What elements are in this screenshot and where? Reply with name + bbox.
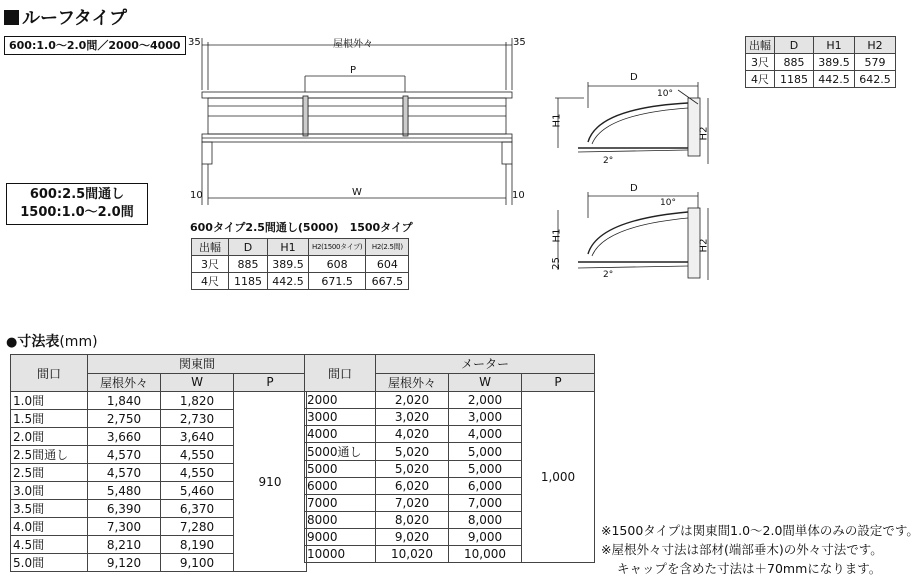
table-cell: 4,000 [449,426,522,443]
table-cell: 5,460 [161,482,234,500]
table-cell: 2,000 [449,392,522,409]
table-cell: 9,000 [449,529,522,546]
table-cell: 9,120 [88,554,161,572]
table-cell: 667.5 [366,273,409,290]
side1-h1-label: H1 [551,113,563,128]
meter-sub-header: P [522,373,595,392]
side2-2deg-label: 2° [603,270,614,280]
dimension-table-a [745,36,896,88]
table-cell: 1.0間 [11,392,88,410]
table-cell: 7000 [305,495,376,512]
table-b-header [192,239,409,256]
table-cell: 3尺 [192,256,229,273]
square-bullet-icon [4,10,19,25]
table-cell: 2.5間通し [11,446,88,464]
table-cell: 4尺 [746,71,775,88]
table-cell: 6,390 [88,500,161,518]
table-cell: 7,020 [376,495,449,512]
side-section-drawing-2 [548,190,718,290]
page-title [4,4,127,30]
table-cell: 4,020 [376,426,449,443]
table-cell: 4,550 [161,446,234,464]
meter-p-value: 1,000 [522,392,595,563]
dimension-table-b [191,238,409,290]
table-cell: 4,570 [88,446,161,464]
side2-h1-label: H1 [551,228,563,243]
table-cell: 9,100 [161,554,234,572]
table-row [746,54,896,71]
table-row [305,392,595,409]
meter-sub-header: W [449,373,522,392]
table-cell: 8,210 [88,536,161,554]
table-cell: 5000通し [305,443,376,461]
table-cell: 389.5 [814,54,855,71]
table-cell: 9,020 [376,529,449,546]
table-row [192,273,409,290]
side1-h2-label: H2 [698,126,710,141]
table-a-th: 出幅 [746,37,775,54]
left-post [202,142,212,164]
table-cell: 608 [309,256,366,273]
dim-table-title [6,331,98,351]
table-cell: 885 [229,256,268,273]
table-cell: 3,020 [376,409,449,426]
table-cell: 5,020 [376,443,449,461]
table-cell: 3.5間 [11,500,88,518]
side1-10deg-label: 10° [657,89,673,99]
kanto-body [11,392,307,572]
table-cell: 1185 [229,273,268,290]
note-3: キャップを含めた寸法は＋70mmになります。 [617,561,882,576]
table-cell: 5000 [305,461,376,478]
meter-body [305,392,595,563]
table-cell: 8,190 [161,536,234,554]
side2-25-label: 25 [550,257,562,270]
kanto-p-value: 910 [234,392,307,572]
table-cell: 5,000 [449,461,522,478]
side1-d-label: D [630,72,638,83]
eave-label: 屋根外々 [333,39,373,50]
table-cell: 3000 [305,409,376,426]
meter-header-frontage: 間口 [305,355,376,392]
table-cell: 1.5間 [11,410,88,428]
table-cell: 10,020 [376,546,449,563]
table-row [192,256,409,273]
title-text: ルーフタイプ [22,8,127,29]
table-cell: 7,000 [449,495,522,512]
dim-unit-text: (mm) [59,334,98,350]
side2-10deg-label: 10° [660,198,676,208]
kanto-dimension-table [10,354,307,572]
table-cell: 6,000 [449,478,522,495]
w-label: W [352,187,362,198]
table-cell: 442.5 [814,71,855,88]
type-tag [6,183,148,225]
table-cell: 3.0間 [11,482,88,500]
table-cell: 5.0間 [11,554,88,572]
meter-sub-header: 屋根外々 [376,373,449,392]
table-cell: 6,370 [161,500,234,518]
side-section-drawing-1 [548,78,718,178]
table-cell: 7,300 [88,518,161,536]
table-cell: 1,840 [88,392,161,410]
table-cell: 5,000 [449,443,522,461]
table-cell: 6,020 [376,478,449,495]
table-a-th: H2 [855,37,896,54]
table-cell: 8000 [305,512,376,529]
table-cell: 5,480 [88,482,161,500]
table-b-th: H2(2.5間) [366,239,409,256]
table-cell: 9000 [305,529,376,546]
right-post [502,142,512,164]
table-a-header [746,37,896,54]
table-row [11,392,307,410]
size-range-tag: 600:1.0〜2.0間／2000〜4000 [4,36,186,55]
table-cell: 4.5間 [11,536,88,554]
dim-35-left: 35 [188,37,201,48]
table-cell: 3,640 [161,428,234,446]
table-cell: 442.5 [268,273,309,290]
meter-dimension-table [304,354,595,563]
table-cell: 579 [855,54,896,71]
dim-title-text: 寸法表 [17,334,60,350]
table-cell: 3,000 [449,409,522,426]
table-cell: 604 [366,256,409,273]
table-cell: 4尺 [192,273,229,290]
kanto-sub-header: W [161,373,234,392]
table-cell: 389.5 [268,256,309,273]
kanto-sub-header: 屋根外々 [88,373,161,392]
type-tag-line1: 600:2.5間通し [29,187,125,202]
table-cell: 5,020 [376,461,449,478]
kanto-group-header: 関東間 [88,355,307,374]
table-row [746,71,896,88]
side2-h2-label: H2 [698,238,710,253]
table-cell: 2.0間 [11,428,88,446]
roof-beam [202,92,512,98]
table-cell: 8,000 [449,512,522,529]
table-cell: 671.5 [309,273,366,290]
table-cell: 3,660 [88,428,161,446]
table-cell: 10000 [305,546,376,563]
dim-35-right: 35 [513,37,526,48]
table-cell: 1,820 [161,392,234,410]
table-cell: 885 [775,54,814,71]
table-cell: 2,020 [376,392,449,409]
meter-group-header: メーター [376,355,595,374]
p-label: P [350,65,357,76]
table-cell: 642.5 [855,71,896,88]
type-tag-line2: 1500:1.0〜2.0間 [20,205,134,220]
side2-d-label: D [630,183,638,194]
table-cell: 8,020 [376,512,449,529]
side1-2deg-label: 2° [603,156,614,166]
table-cell: 4,570 [88,464,161,482]
table-cell: 2,750 [88,410,161,428]
kanto-sub-header: P [234,373,307,392]
table-cell: 2.5間 [11,464,88,482]
table-cell: 6000 [305,478,376,495]
dim-10-right: 10 [512,190,525,201]
table-b-th: H2(1500タイプ) [309,239,366,256]
table-cell: 2000 [305,392,376,409]
table-cell: 7,280 [161,518,234,536]
dim-10-left: 10 [190,190,203,201]
table-cell: 4,550 [161,464,234,482]
table-a-th: D [775,37,814,54]
notes [601,521,919,578]
note-1: ※1500タイプは関東間1.0〜2.0間単体のみの設定です。 [601,523,919,538]
table-b-th: H1 [268,239,309,256]
table-cell: 4.0間 [11,518,88,536]
table-cell: 1185 [775,71,814,88]
table-a-th: H1 [814,37,855,54]
kanto-header-frontage: 間口 [11,355,88,392]
table-b-th: D [229,239,268,256]
table-cell: 3尺 [746,54,775,71]
front-elevation-drawing [180,30,530,210]
circle-bullet-icon: ● [6,335,18,350]
table-cell: 10,000 [449,546,522,563]
table-b-th: 出幅 [192,239,229,256]
note-2: ※屋根外々寸法は部材(端部垂木)の外々寸法です。 [601,542,883,557]
table-cell: 2,730 [161,410,234,428]
table-cell: 4000 [305,426,376,443]
table-b-caption: 600タイプ2.5間通し(5000) 1500タイプ [190,221,413,234]
